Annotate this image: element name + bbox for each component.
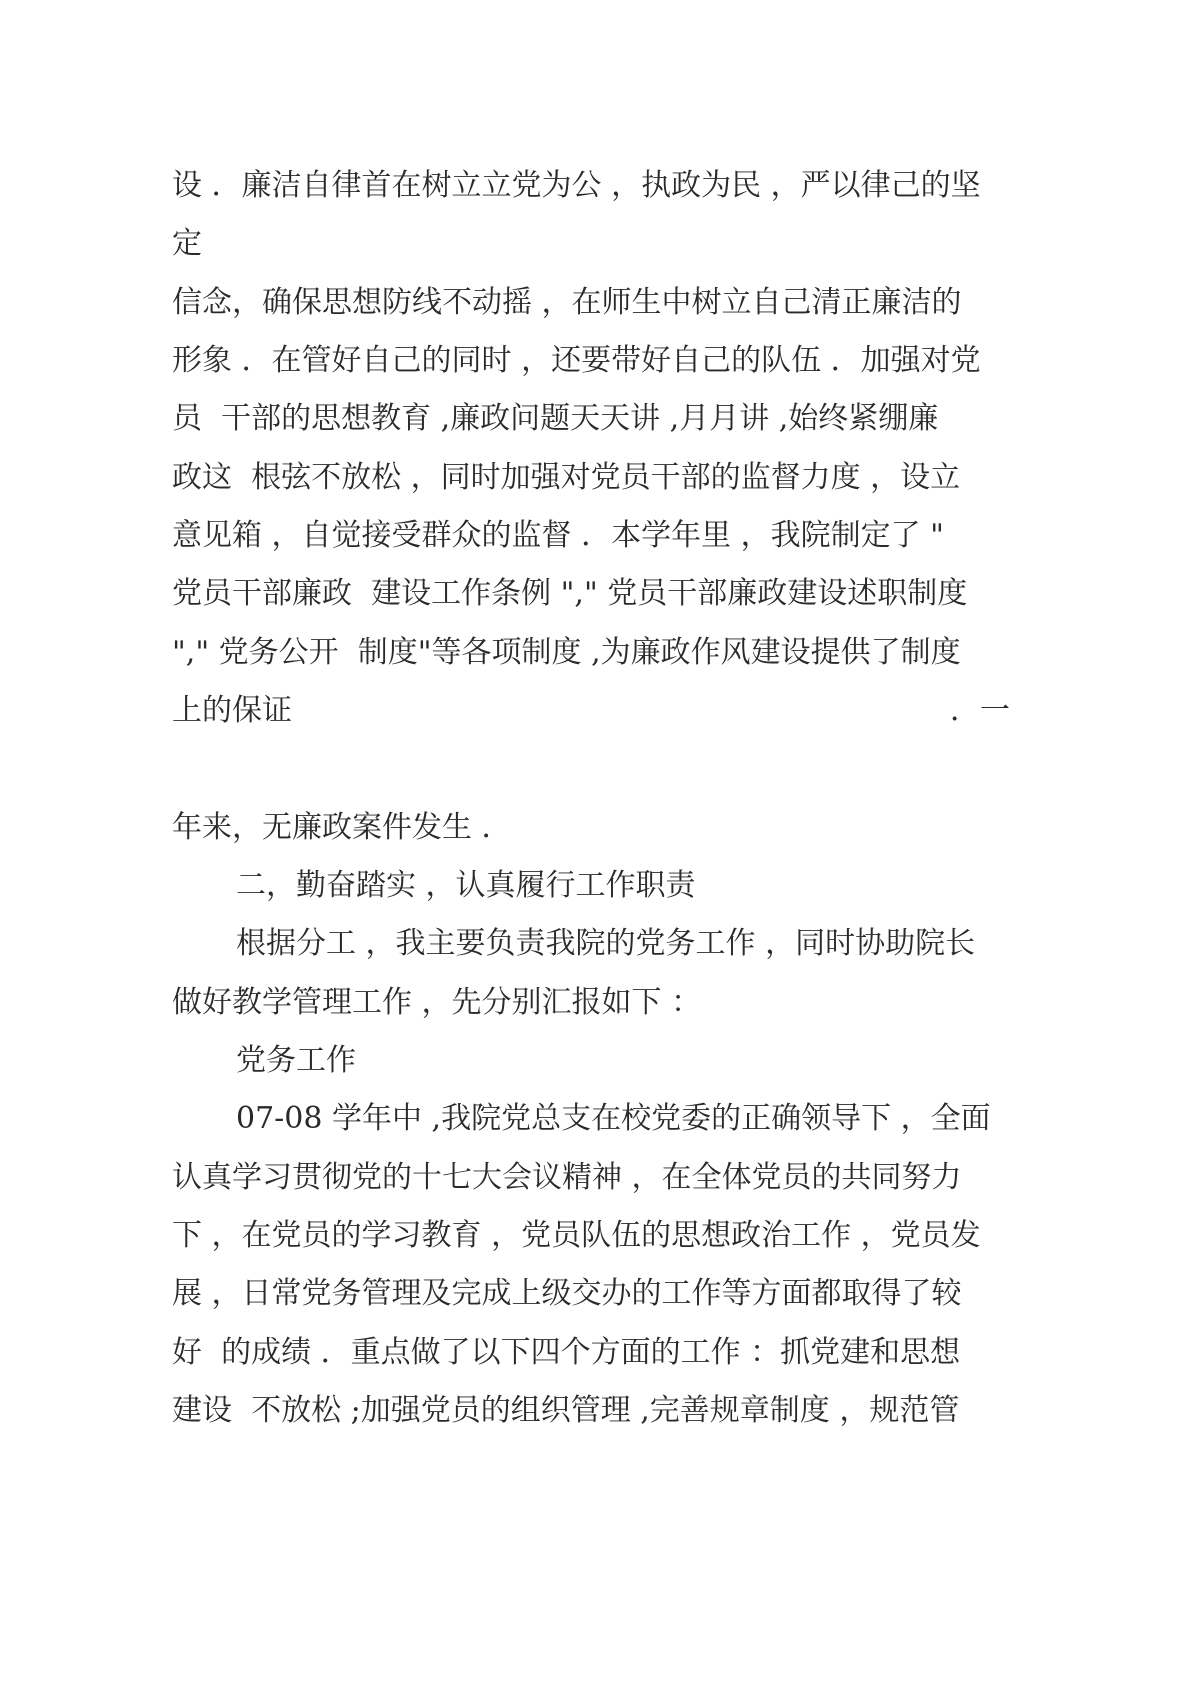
text-line-10: 上的保证 [172,693,292,728]
text-line-4: 形象 ．在管好自己的同时 ，还要带好自己的队伍 ．加强对党 [172,343,981,378]
text-line-20: 好 的成绩 ．重点做了以下四个方面的工作 ：抓党建和思想 [172,1335,961,1370]
text-line-16: 07-08 学年中 ,我院党总支在校党委的正确领导下 ，全面 [236,1101,991,1136]
text-line-7: 意见箱 ，自觉接受群众的监督 ．本学年里 ，我院制定了 " [172,518,944,553]
text-line-18: 下 ，在党员的学习教育 ，党员队伍的思想政治工作 ，党员发 [172,1218,981,1253]
text-line-6: 政这 根弦不放松 ，同时加强对党员干部的监督力度 ，设立 [172,460,961,495]
text-line-21: 建设 不放松 ;加强党员的组织管理 ,完善规章制度 ，规范管 [172,1393,960,1428]
text-line-9: "," 党务公开 制度"等各项制度 ,为廉政作风建设提供了制度 [172,635,961,670]
text-line-10-tail: ．一 [950,693,1010,728]
subsection-heading: 党务工作 [236,1043,356,1078]
text-line-3: 信念，确保思想防线不动摇 ，在师生中树立自己清正廉洁的 [172,285,962,320]
text-line-19: 展 ，日常党务管理及完成上级交办的工作等方面都取得了较 [172,1276,962,1311]
text-line-17: 认真学习贯彻党的十七大会议精神 ，在全体党员的共同努力 [172,1160,962,1195]
text-line-8: 党员干部廉政 建设工作条例 "," 党员干部廉政建设述职制度 [172,576,968,611]
text-line-13: 根据分工 ，我主要负责我院的党务工作 ，同时协助院长 [236,926,976,961]
text-line-2: 定 [172,226,202,261]
text-line-1: 设 ．廉洁自律首在树立立党为公 ，执政为民 ，严以律己的坚 [172,168,981,203]
text-line-5: 员 干部的思想教育 ,廉政问题天天讲 ,月月讲 ,始终紧绷廉 [172,401,939,436]
text-line-11: 年来，无廉政案件发生 ． [172,810,512,845]
text-line-14: 做好教学管理工作 ，先分别汇报如下 ： [172,985,702,1020]
section-heading: 二，勤奋踏实 ，认真履行工作职责 [236,868,696,903]
